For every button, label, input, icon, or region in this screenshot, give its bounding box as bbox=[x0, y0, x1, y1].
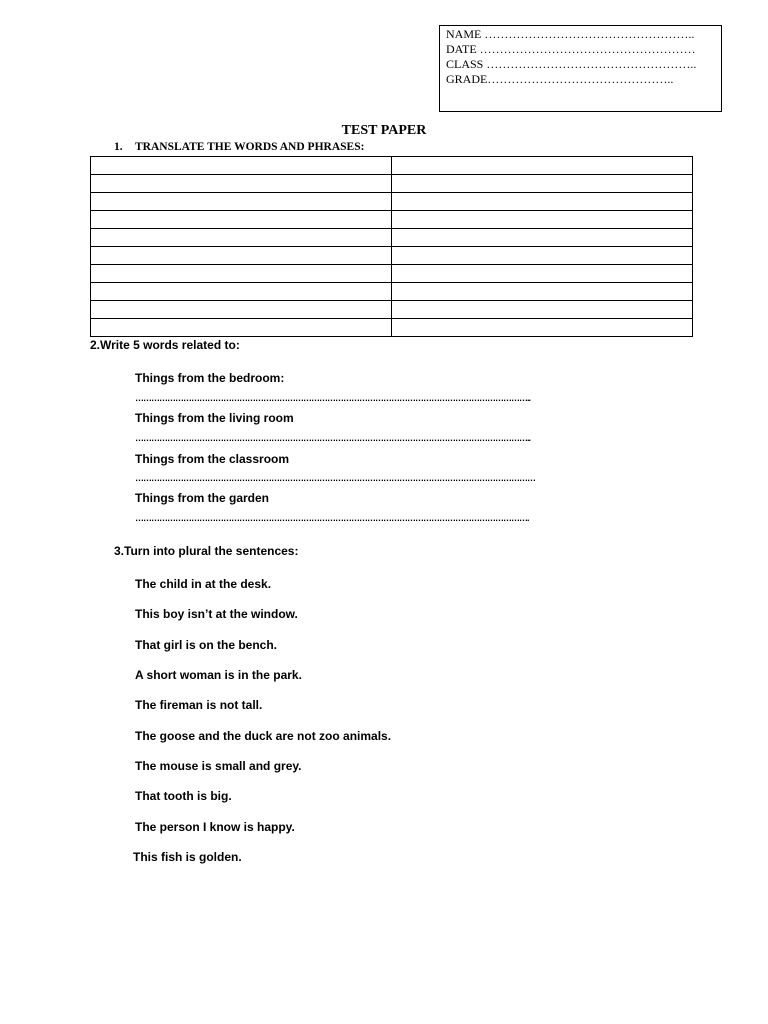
table-row bbox=[91, 193, 693, 211]
date-field: DATE ……………………………………………… bbox=[446, 42, 696, 56]
table-row bbox=[91, 283, 693, 301]
prompt-garden: Things from the garden bbox=[135, 491, 270, 505]
table-row bbox=[91, 175, 693, 193]
table-row bbox=[91, 301, 693, 319]
table-row bbox=[91, 265, 693, 283]
translation-cell[interactable] bbox=[392, 319, 693, 337]
name-field: NAME …………………………………………….. bbox=[446, 27, 695, 41]
answer-line-bedroom[interactable]: ………………………………………………………………………………………………………………………………….. bbox=[135, 393, 531, 403]
prompt-classroom: Things from the classroom bbox=[135, 452, 290, 466]
translation-cell[interactable] bbox=[392, 211, 693, 229]
word-cell[interactable] bbox=[91, 211, 392, 229]
translation-cell[interactable] bbox=[392, 265, 693, 283]
section1-number: 1. bbox=[114, 141, 123, 153]
word-cell[interactable] bbox=[91, 283, 392, 301]
table-row bbox=[91, 157, 693, 175]
table-row bbox=[91, 229, 693, 247]
translation-table bbox=[90, 156, 693, 337]
sentence-item: The child in at the desk. bbox=[135, 577, 272, 591]
sentence-item: The fireman is not tall. bbox=[135, 698, 263, 712]
grade-field: GRADE……………………………………….. bbox=[446, 72, 674, 86]
section3-heading: 3.Turn into plural the sentences: bbox=[114, 544, 299, 558]
translation-cell[interactable] bbox=[392, 247, 693, 265]
translation-cell[interactable] bbox=[392, 193, 693, 211]
answer-line-living-room[interactable]: ………………………………………………………………………………………………………………………………….. bbox=[135, 433, 531, 443]
sentence-item: This fish is golden. bbox=[133, 850, 242, 864]
student-info-box bbox=[439, 25, 722, 112]
sentence-item: A short woman is in the park. bbox=[135, 668, 302, 682]
section2-heading: 2.Write 5 words related to: bbox=[90, 338, 240, 352]
table-row bbox=[91, 247, 693, 265]
word-cell[interactable] bbox=[91, 319, 392, 337]
word-cell[interactable] bbox=[91, 265, 392, 283]
translation-cell[interactable] bbox=[392, 283, 693, 301]
sentence-item: The goose and the duck are not zoo animals. bbox=[135, 729, 392, 743]
table-row bbox=[91, 211, 693, 229]
sentence-item: That girl is on the bench. bbox=[135, 638, 278, 652]
sentence-item: The mouse is small and grey. bbox=[135, 759, 302, 773]
word-cell[interactable] bbox=[91, 175, 392, 193]
word-cell[interactable] bbox=[91, 301, 392, 319]
translation-cell[interactable] bbox=[392, 229, 693, 247]
answer-line-classroom[interactable]: …………………………………………………………………………………………………………………………………… bbox=[135, 473, 535, 483]
section1-heading bbox=[114, 141, 364, 153]
word-cell[interactable] bbox=[91, 157, 392, 175]
prompt-living-room: Things from the living room bbox=[135, 411, 294, 425]
sentence-item: The person I know is happy. bbox=[135, 820, 295, 834]
word-cell[interactable] bbox=[91, 247, 392, 265]
sentence-item: This boy isn’t at the window. bbox=[135, 607, 298, 621]
class-field: CLASS …………………………………………….. bbox=[446, 57, 697, 71]
word-cell[interactable] bbox=[91, 193, 392, 211]
word-cell[interactable] bbox=[91, 229, 392, 247]
answer-line-garden[interactable]: …………………………………………………………………………………………………………………………………. bbox=[135, 513, 529, 523]
sentence-item: That tooth is big. bbox=[135, 789, 232, 803]
prompt-bedroom: Things from the bedroom: bbox=[135, 371, 285, 385]
section1-heading-text: TRANSLATE THE WORDS AND PHRASES: bbox=[135, 141, 365, 153]
page-title: TEST PAPER bbox=[341, 123, 427, 138]
translation-cell[interactable] bbox=[392, 301, 693, 319]
table-row bbox=[91, 319, 693, 337]
translation-cell[interactable] bbox=[392, 157, 693, 175]
translation-cell[interactable] bbox=[392, 175, 693, 193]
